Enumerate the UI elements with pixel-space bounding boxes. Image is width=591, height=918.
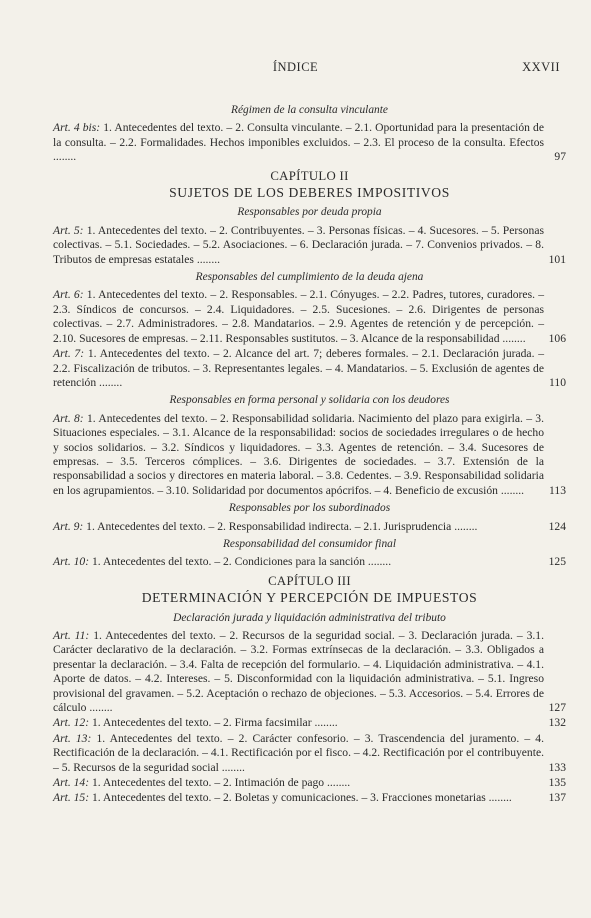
- article-number: Art. 11:: [53, 629, 90, 642]
- entry-text: 1. Antecedentes del texto. – 2. Intimación de pago: [89, 776, 325, 790]
- entry-page-number: 106: [548, 331, 566, 345]
- dot-leader: ........: [324, 776, 351, 790]
- toc-entry: [53, 520, 566, 534]
- dot-leader: ........: [365, 555, 392, 569]
- dot-leader: ........: [497, 483, 525, 497]
- entry-text: 1. Antecedentes del texto. – 2. Responsables. – 2.1. Cónyuges. – 2.2. Padres, tutores, curadores. – 2.3. Síndicos de concursos. – 2.4. Liquidadores. – 2.5. Sucesiones. – 2.6. Dirigentes de personas colectivas. – 2.7. Administradores. – 2.8. Mandatarios. – 2.9. Agentes de retención y de percepción. – 2.10. Sucesores de empresas. – 2.11. Responsables sustitutos. – 3. Alcance de la responsabilidad: [53, 288, 544, 345]
- running-head: [0, 60, 591, 78]
- article-number: Art. 6:: [53, 288, 84, 302]
- section-heading: Declaración jurada y liquidación administrativa del tributo: [173, 611, 446, 624]
- entry-text: 1. Antecedentes del texto. – 2. Consulta vinculante. – 2.1. Oportunidad para la presentación de la consulta. – 2.2. Formalidades. Hechos imponibles excluidos. – 2.3. El proceso de la consulta. Efectos: [53, 121, 545, 149]
- toc-entry: [53, 732, 566, 775]
- entry-text: 1. Antecedentes del texto. – 2. Contribuyentes. – 3. Personas físicas. – 4. Sucesores. – 5. Personas colectivas. – 5.1. Sociedades. – 5.2. Asociaciones. – 6. Declaración jurada. – 7. Convenios privados. – 8. Tributos de empresas estatales: [53, 223, 544, 266]
- toc-entry: [53, 347, 566, 390]
- chapter-number: CAPÍTULO III: [268, 573, 351, 588]
- dot-leader: ........: [499, 331, 526, 345]
- toc-entry: [53, 121, 566, 164]
- entry-page-number: 110: [549, 375, 566, 389]
- entry-page-number: 125: [548, 555, 566, 569]
- entry-page-number: 97: [554, 150, 566, 164]
- entry-page-number: 113: [549, 483, 566, 497]
- article-number: Art. 13:: [53, 731, 92, 745]
- entry-page-number: 135: [548, 776, 566, 790]
- article-number: Art. 15:: [53, 791, 90, 805]
- toc-entry: [53, 791, 566, 805]
- chapter-title: DETERMINACIÓN Y PERCEPCIÓN DE IMPUESTOS: [141, 590, 478, 606]
- toc-entry: [53, 288, 566, 346]
- dot-leader: ........: [86, 701, 113, 715]
- section-heading: Responsabilidad del consumidor final: [222, 537, 397, 550]
- chapter-title: SUJETOS DE LOS DEBERES IMPOSITIVOS: [169, 185, 450, 201]
- running-head-title: ÍNDICE: [272, 60, 319, 74]
- article-number: Art. 9:: [53, 519, 84, 533]
- table-of-contents: [53, 100, 566, 807]
- dot-leader: ........: [53, 150, 77, 164]
- toc-entry: [53, 412, 566, 498]
- dot-leader: ........: [311, 716, 338, 730]
- entry-page-number: 132: [548, 716, 566, 730]
- dot-leader: ........: [451, 519, 478, 533]
- section-heading: Responsables del cumplimiento de la deuda ajena: [195, 271, 424, 284]
- article-number: Art. 7:: [53, 347, 85, 361]
- entry-text: 1. Antecedentes del texto. – 2. Boletas y comunicaciones. – 3. Fracciones monetarias: [89, 791, 486, 805]
- section-heading: Responsables por los subordinados: [228, 502, 391, 515]
- entry-text: 1. Antecedentes del texto. – 2. Alcance del art. 7; deberes formales. – 2.1. Declaración jurada. – 2.2. Fiscalización de tributos. – 3. Representantes legales. – 4. Mandatarios. – 5. Exclusión de agentes de retención: [53, 347, 544, 389]
- dot-leader: ........: [193, 252, 221, 266]
- article-number: Art. 12:: [53, 716, 90, 730]
- article-number: Art. 4 bis:: [53, 121, 101, 135]
- dot-leader: ........: [485, 791, 512, 805]
- entry-text: 1. Antecedentes del texto. – 2. Firma facsimilar: [89, 716, 312, 730]
- entry-text: 1. Antecedentes del texto. – 2. Responsabilidad indirecta. – 2.1. Jurisprudencia: [83, 519, 452, 533]
- dot-leader: ........: [218, 760, 245, 774]
- entry-text: 1. Antecedentes del texto. – 2. Recursos de la seguridad social. – 3. Declaración jurada. – 3.1. Carácter declarativo de la declaración. – 3.2. Formas extrínsecas de la declaración. – 3.3. Obligados a presentar la declaración. – 3.4. Falta de recepción del formulario. – 4. Liquidación administrativa. – 4.1. Aporte de datos. – 4.2. Intereses. – 5. Disconformidad con la liquidación administrativa. – 5.1. Ingreso provisional del gravamen. – 5.2. Aceptación o rechazo de objeciones. – 5.3. Accesorios. – 5.4. Errores de cálculo: [53, 629, 544, 715]
- toc-entry: [53, 224, 566, 267]
- article-number: Art. 5:: [53, 223, 84, 237]
- toc-entry: [53, 555, 566, 569]
- toc-entry: [53, 629, 566, 715]
- dot-leader: ........: [96, 375, 123, 389]
- section-heading: Responsables en forma personal y solidaria con los deudores: [169, 394, 450, 407]
- entry-text: 1. Antecedentes del texto. – 2. Carácter confesorio. – 3. Trascendencia del juramento. – 4. Rectificación de la declaración. – 4.1. Rectificación por el fisco. – 4.2. Rectificación por el contribuyente. – 5. Recursos de la seguridad social: [53, 731, 544, 774]
- article-number: Art. 8:: [53, 411, 84, 425]
- entry-page-number: 127: [548, 701, 566, 715]
- toc-entry: [53, 776, 566, 790]
- entry-page-number: 137: [548, 791, 566, 805]
- toc-entry: [53, 716, 566, 730]
- entry-page-number: 124: [548, 519, 566, 533]
- chapter-number: CAPÍTULO II: [270, 168, 349, 183]
- section-heading: Régimen de la consulta vinculante: [231, 104, 388, 116]
- article-number: Art. 10:: [53, 555, 90, 569]
- entry-page-number: 101: [548, 252, 566, 266]
- running-head-page-number: XXVII: [522, 60, 560, 74]
- section-heading: Responsables por deuda propia: [237, 206, 382, 219]
- entry-text: 1. Antecedentes del texto. – 2. Responsabilidad solidaria. Nacimiento del plazo para exigirla. – 3. Situaciones especiales. – 3.1. Alcance de la responsabilidad: socios de sociedades irregulares o de hecho y socios solidarios. – 3.2. Síndicos y liquidadores. – 3.3. Agentes de retención. – 3.4. Sucesores de empresas. – 3.5. Terceros cómplices. – 3.6. Dirigentes de sociedades. – 3.7. Extensión de la responsabilidad a socios y directores en materia laboral. – 3.8. Cedentes. – 3.9. Responsabilidad solidaria en los agrupamientos. – 3.10. Solidaridad por documentos apócrifos. – 4. Beneficio de excusión: [53, 411, 544, 497]
- entry-page-number: 133: [548, 760, 566, 774]
- entry-text: 1. Antecedentes del texto. – 2. Condiciones para la sanción: [89, 555, 365, 569]
- article-number: Art. 14:: [53, 776, 90, 790]
